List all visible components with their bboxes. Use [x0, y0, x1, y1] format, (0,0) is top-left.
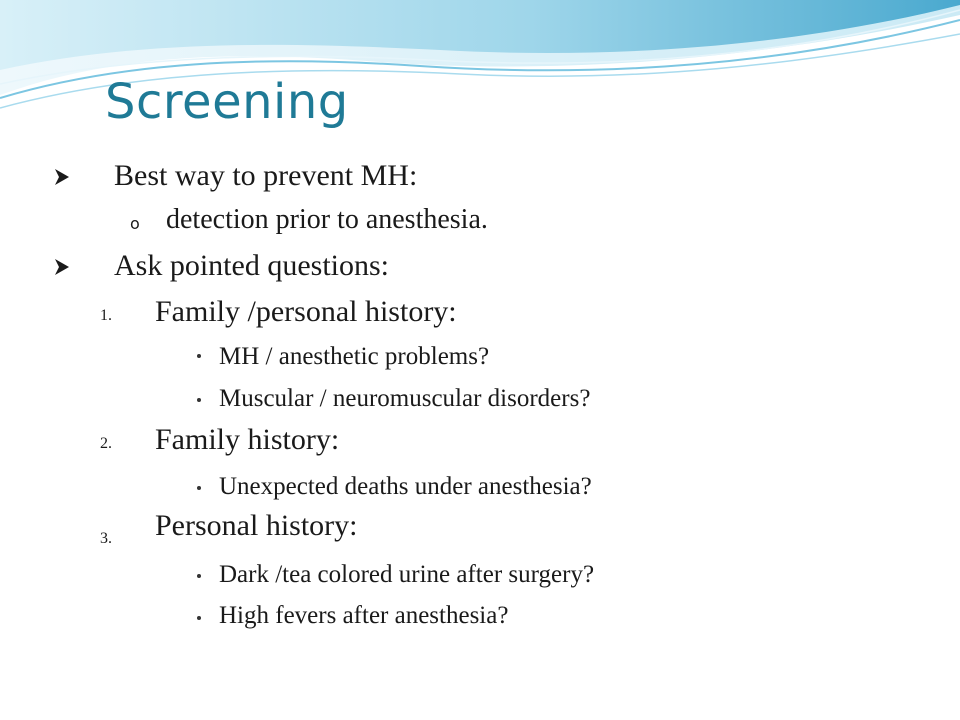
list-number: 2.: [100, 435, 112, 452]
dot-bullet-icon: [197, 574, 201, 578]
sub-item-text: Muscular / neuromuscular disorders?: [219, 385, 591, 412]
numbered-item-text: Family /personal history:: [155, 295, 457, 328]
sub-item-text: Dark /tea colored urine after surgery?: [219, 561, 595, 588]
sub-bullet-text: detection prior to anesthesia.: [166, 204, 488, 235]
slide-title: Screening: [105, 74, 349, 130]
dot-bullet-icon: [197, 398, 201, 402]
dot-bullet-icon: [197, 354, 201, 358]
numbered-item-text: Family history:: [155, 423, 340, 456]
bullet-text: Best way to prevent MH:: [114, 159, 418, 192]
numbered-item-text: Personal history:: [155, 509, 358, 542]
dot-bullet-icon: [197, 616, 201, 620]
list-number: 3.: [100, 530, 112, 547]
arrow-bullet-icon: [54, 168, 70, 186]
list-number: 1.: [100, 307, 112, 324]
bullet-text: Ask pointed questions:: [114, 249, 389, 282]
arrow-bullet-icon: [54, 258, 70, 276]
sub-item-text: Unexpected deaths under anesthesia?: [219, 473, 592, 500]
sub-item-text: High fevers after anesthesia?: [219, 602, 509, 629]
dot-bullet-icon: [197, 486, 201, 490]
circle-bullet-icon: o: [130, 214, 140, 233]
sub-item-text: MH / anesthetic problems?: [219, 343, 490, 370]
